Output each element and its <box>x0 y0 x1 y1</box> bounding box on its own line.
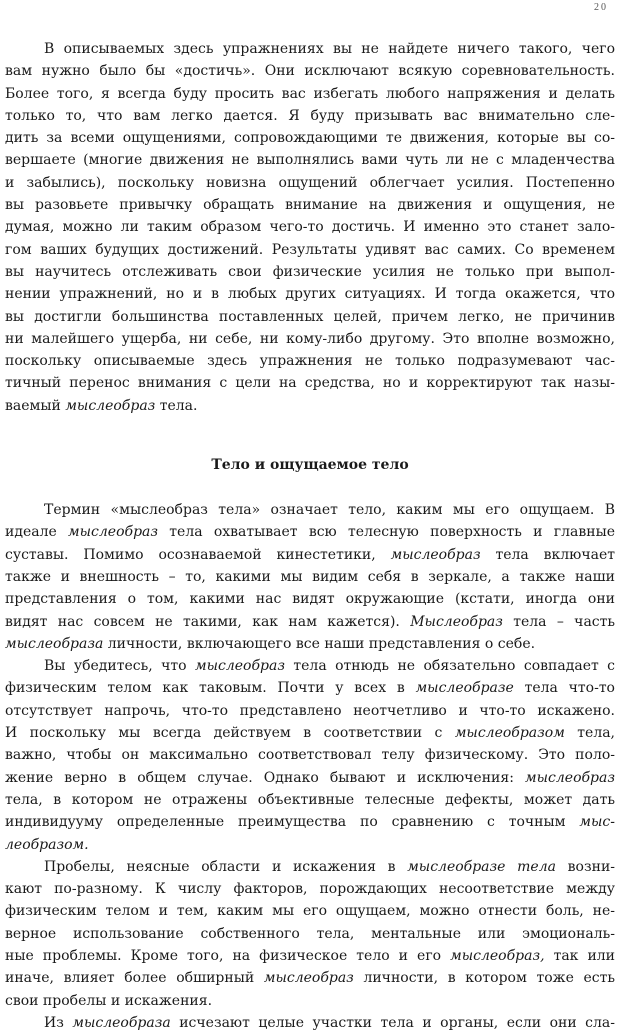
text-segment: тела охватывает всю телесную поверхность и главные <box>158 524 615 541</box>
text-segment: Вы убедитесь, что <box>44 658 195 675</box>
text-segment: свои пробелы и искажения. <box>5 992 213 1009</box>
text-line <box>5 722 615 744</box>
text-segment: исчезают целые участки тела и органы, если они сла- <box>170 1014 615 1031</box>
text-line <box>5 521 615 543</box>
text-segment: думая, можно ли таким образом чего-то достичь. И именно это станет зало- <box>5 219 615 236</box>
text-segment: личности, включающего все наши представления о себе. <box>103 635 536 652</box>
text-line <box>5 655 615 677</box>
text-line <box>5 856 615 878</box>
text-line <box>5 149 615 171</box>
text-segment: гом ваших будущих достижений. Результаты удивят вас самих. Со временем <box>5 241 615 258</box>
italic-term: мыслеобраз <box>263 970 354 987</box>
text-line <box>5 744 615 766</box>
text-line <box>5 261 615 283</box>
text-line <box>5 923 615 945</box>
text-line <box>5 945 615 967</box>
paragraph-3 <box>5 655 615 856</box>
text-line <box>5 767 615 789</box>
text-line <box>5 990 615 1012</box>
text-line <box>5 350 615 372</box>
text-segment: тела включает <box>480 546 615 563</box>
text-segment: тичный перенос внимания с цели на средства, но и корректируют так назы- <box>5 375 615 392</box>
italic-term: мыслеобраз, <box>450 947 545 964</box>
text-line <box>5 677 615 699</box>
text-line <box>5 239 615 261</box>
text-line <box>5 283 615 305</box>
italic-term: мыслеобраз <box>390 546 481 563</box>
text-line <box>5 1012 615 1034</box>
text-line <box>5 216 615 238</box>
text-line <box>5 789 615 811</box>
italic-term: мыслеобразом <box>454 725 565 742</box>
text-line <box>5 60 615 82</box>
text-segment: тела что-то <box>513 680 615 697</box>
text-segment: индивидууму определенные преимущества по сравнению с точным <box>5 814 580 831</box>
text-segment: суставы. Помимо осознаваемой кинестетики, <box>5 546 391 563</box>
text-segment: тела, в котором не отражены объективные телесные дефекты, может дать <box>5 791 615 808</box>
text-segment: так или <box>544 947 615 964</box>
text-line <box>5 834 615 856</box>
page-number: 20 <box>594 2 608 13</box>
text-segment: физическим телом как таковым. Почти у всех в <box>5 680 416 697</box>
text-line <box>5 588 615 610</box>
text-segment: представления о том, какими нас видят окружающие (кстати, иногда они <box>5 591 615 608</box>
spacer <box>5 417 615 453</box>
text-segment: Более того, я всегда буду просить вас избегать любого напряжения и делать <box>5 85 615 102</box>
text-line <box>5 700 615 722</box>
italic-term: мыслеобраз <box>68 524 159 541</box>
text-segment: личности, в котором тоже есть <box>353 970 615 987</box>
text-line <box>5 194 615 216</box>
paragraph-5 <box>5 1012 615 1034</box>
text-line <box>5 967 615 989</box>
text-segment: Пробелы, неясные области и искажения в <box>44 858 408 875</box>
section-heading: Тело и ощущаемое тело <box>211 457 409 474</box>
italic-term: мыслеобраз <box>525 769 615 786</box>
text-segment: дить за всеми ощущениями, сопровождающими те движения, которые вы со- <box>5 130 615 147</box>
text-segment: только то, что вам легко дается. Я буду призывать вас внимательно сле- <box>5 107 615 124</box>
text-segment: важно, чтобы он максимально соответствовал телу физическому. Это поло- <box>5 747 615 764</box>
text-line <box>5 172 615 194</box>
text-segment: И поскольку мы всегда действуем в соответствии с <box>5 725 455 742</box>
text-segment: жение верно в общем случае. Однако бывают и исключения: <box>5 769 526 786</box>
text-segment: Из <box>44 1014 73 1031</box>
italic-term: мыслеобраз <box>65 397 156 414</box>
text-segment: тела – часть <box>502 613 615 630</box>
paragraph-4 <box>5 856 615 1012</box>
text-line <box>5 38 615 60</box>
text-segment: ваемый <box>5 397 66 414</box>
text-segment: тела отнюдь не обязательно совпадает с <box>284 658 615 675</box>
paragraph-1 <box>5 38 615 417</box>
page-content <box>0 38 620 1034</box>
text-line <box>5 633 615 655</box>
text-segment: идеале <box>5 524 69 541</box>
text-line <box>5 900 615 922</box>
text-segment: тела. <box>155 397 198 414</box>
text-segment: Термин «мыслеобраз тела» означает тело, каким мы его ощущаем. В <box>44 502 615 519</box>
text-line <box>5 811 615 833</box>
italic-term: мыслеобразе <box>415 680 514 697</box>
text-line <box>5 878 615 900</box>
text-line <box>5 544 615 566</box>
text-segment: вам нужно было бы «достичь». Они исключают всякую соревновательность. <box>5 63 615 80</box>
text-segment: физическим телом и тем, каким мы его ощущаем, можно отнести боль, не- <box>5 903 615 920</box>
italic-term: мыслеобраза <box>72 1014 171 1031</box>
text-line <box>5 566 615 588</box>
text-segment: вы разовьете привычку обращать внимание на движения и ощущения, не <box>5 197 615 214</box>
text-segment: вы научитесь отслеживать свои физические усилия не только при выпол- <box>5 263 615 280</box>
text-line <box>5 105 615 127</box>
text-segment: вы достигли большинства поставленных целей, причем легко, не причинив <box>5 308 615 325</box>
text-line <box>5 611 615 633</box>
text-segment: видят нас совсем не такими, как нам кажется). <box>5 613 411 630</box>
text-line <box>5 395 615 417</box>
italic-term: мыслеобраз <box>195 658 285 675</box>
italic-term: мыслеобраза <box>5 635 104 652</box>
text-line <box>5 127 615 149</box>
text-line <box>5 306 615 328</box>
text-segment: ные проблемы. Кроме того, на физическое тело и его <box>5 947 451 964</box>
text-segment: тела, <box>564 725 615 742</box>
italic-term: мыслеобразе тела <box>407 858 556 875</box>
text-segment: кают по-разному. К числу факторов, порождающих несоответствие между <box>5 881 615 898</box>
paragraph-2 <box>5 499 615 655</box>
text-segment: отсутствует напрочь, что-то представлено неотчетливо и что-то искажено. <box>5 702 615 719</box>
text-segment: также и внешность – то, какими мы видим себя в зеркале, а также наши <box>5 568 615 585</box>
text-segment: верное использование собственного тела, ментальные или эмоциональ- <box>5 925 615 942</box>
italic-term: леобразом. <box>5 836 89 853</box>
text-segment: поскольку описываемые здесь упражнения не только подразумевают час- <box>5 353 615 370</box>
text-segment: В описываемых здесь упражнениях вы не найдете ничего такого, чего <box>44 41 615 57</box>
text-line <box>5 372 615 394</box>
text-segment: вершаете (многие движения не выполнялись вами чуть ли не с младенчества <box>5 152 615 169</box>
text-segment: нении упражнений, но и в любых других ситуациях. И тогда окажется, что <box>5 286 615 303</box>
italic-term: мыс- <box>579 814 615 831</box>
text-segment: иначе, влияет более обширный <box>5 970 264 987</box>
text-line <box>5 83 615 105</box>
text-segment: возни- <box>555 858 615 875</box>
text-line <box>5 499 615 521</box>
text-line <box>5 328 615 350</box>
italic-term: Мыслеобраз <box>410 613 503 630</box>
text-segment: и забылись), поскольку новизна ощущений облегчает усилия. Постепенно <box>5 174 615 191</box>
text-segment: ни малейшего ущерба, ни себе, ни кому-либо другому. Это вполне возможно, <box>5 330 615 347</box>
